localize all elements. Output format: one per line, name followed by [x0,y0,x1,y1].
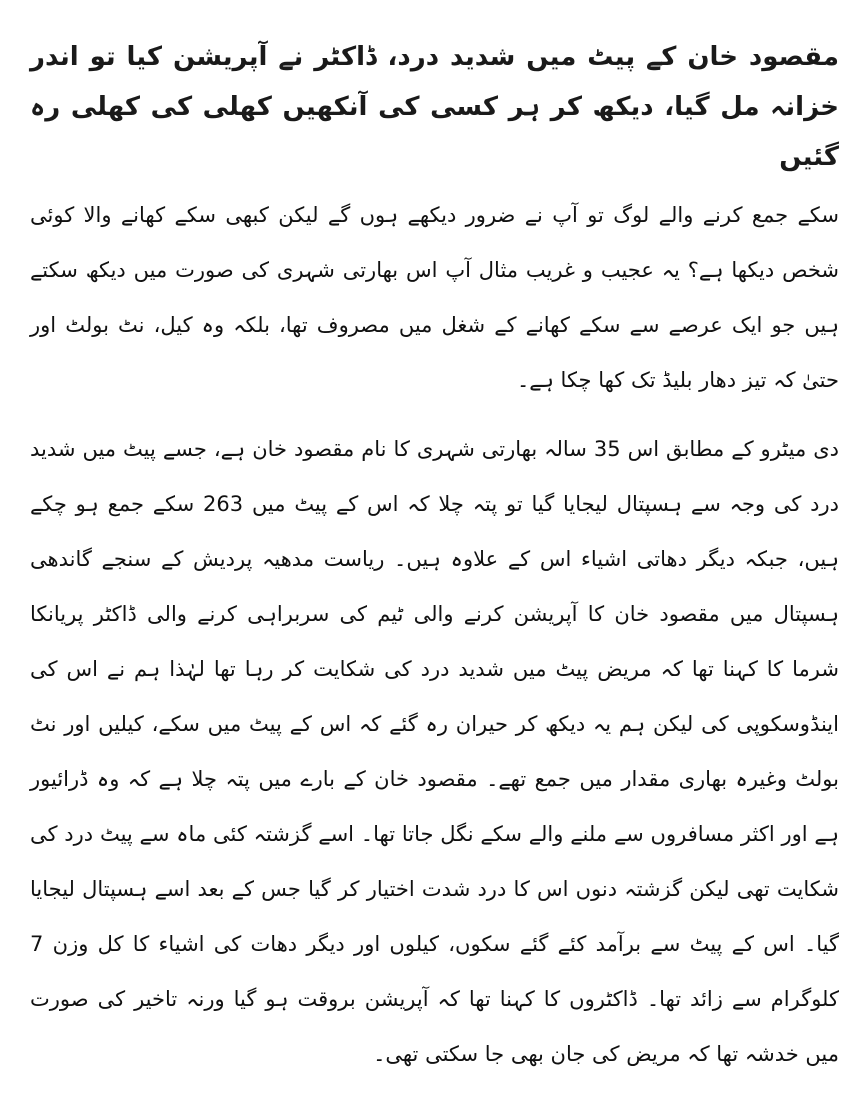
article-headline: مقصود خان کے پیٹ میں شدید درد، ڈاکٹر نے آپریشن کیا تو اندر خزانہ مل گیا، دیکھ کر ہر کسی کی آنکھیں کھلی کی کھلی رہ گئیں [30,42,839,172]
article-paragraph-body: دی میٹرو کے مطابق اس 35 سالہ بھارتی شہری کا نام مقصود خان ہے، جسے پیٹ میں شدید درد کی وجہ سے ہسپتال لیجایا گیا تو پتہ چلا کہ اس کے پیٹ میں 263 سکے جمع ہو چکے ہیں، جبکہ دیگر دھاتی اشیاء اس کے علاوہ ہیں۔ ریاست مدھیہ پردیش کے سنجے گاندھی ہسپتال میں مقصود خان کا آپریشن کرنے والی ٹیم کی سربراہی کرنے والی ڈاکٹر پریانکا شرما کا کہنا تھا کہ مریض پیٹ میں شدید درد کی شکایت کر رہا تھا لہٰذا ہم نے اس کی اینڈوسکوپی کی لیکن ہم یہ دیکھ کر حیران رہ گئے کہ اس کے پیٹ میں سکے، کیلیں اور نٹ بولٹ وغیرہ بھاری مقدار میں جمع تھے۔ مقصود خان کے بارے میں پتہ چلا ہے کہ وہ ڈرائیور ہے اور اکثر مسافروں سے ملنے والے سکے نگل جاتا تھا۔ اسے گزشتہ کئی ماہ سے پیٹ درد کی شکایت تھی لیکن گزشتہ دنوں اس کا درد شدت اختیار کر گیا جس کے بعد اسے ہسپتال لیجایا گیا۔ اس کے پیٹ سے برآمد کئے گئے سکوں، کیلوں اور دیگر دھات کی اشیاء کا کل وزن 7 کلوگرام سے زائد تھا۔ ڈاکٹروں کا کہنا تھا کہ آپریشن بروقت ہو گیا ورنہ تاخیر کی صورت میں خدشہ تھا کہ مریض کی جان بھی جا سکتی تھی۔ [30,437,839,1066]
article [30,32,839,1082]
article-paragraph-intro: سکے جمع کرنے والے لوگ تو آپ نے ضرور دیکھے ہوں گے لیکن کبھی سکے کھانے والا کوئی شخص دیکھا ہے؟ یہ عجیب و غریب مثال آپ اس بھارتی شہری کی صورت میں دیکھ سکتے ہیں جو ایک عرصے سے سکے کھانے کے شغل میں مصروف تھا، بلکہ وہ کیل، نٹ بولٹ اور حتیٰ کہ تیز دھار بلیڈ تک کھا چکا ہے۔ [30,203,839,392]
